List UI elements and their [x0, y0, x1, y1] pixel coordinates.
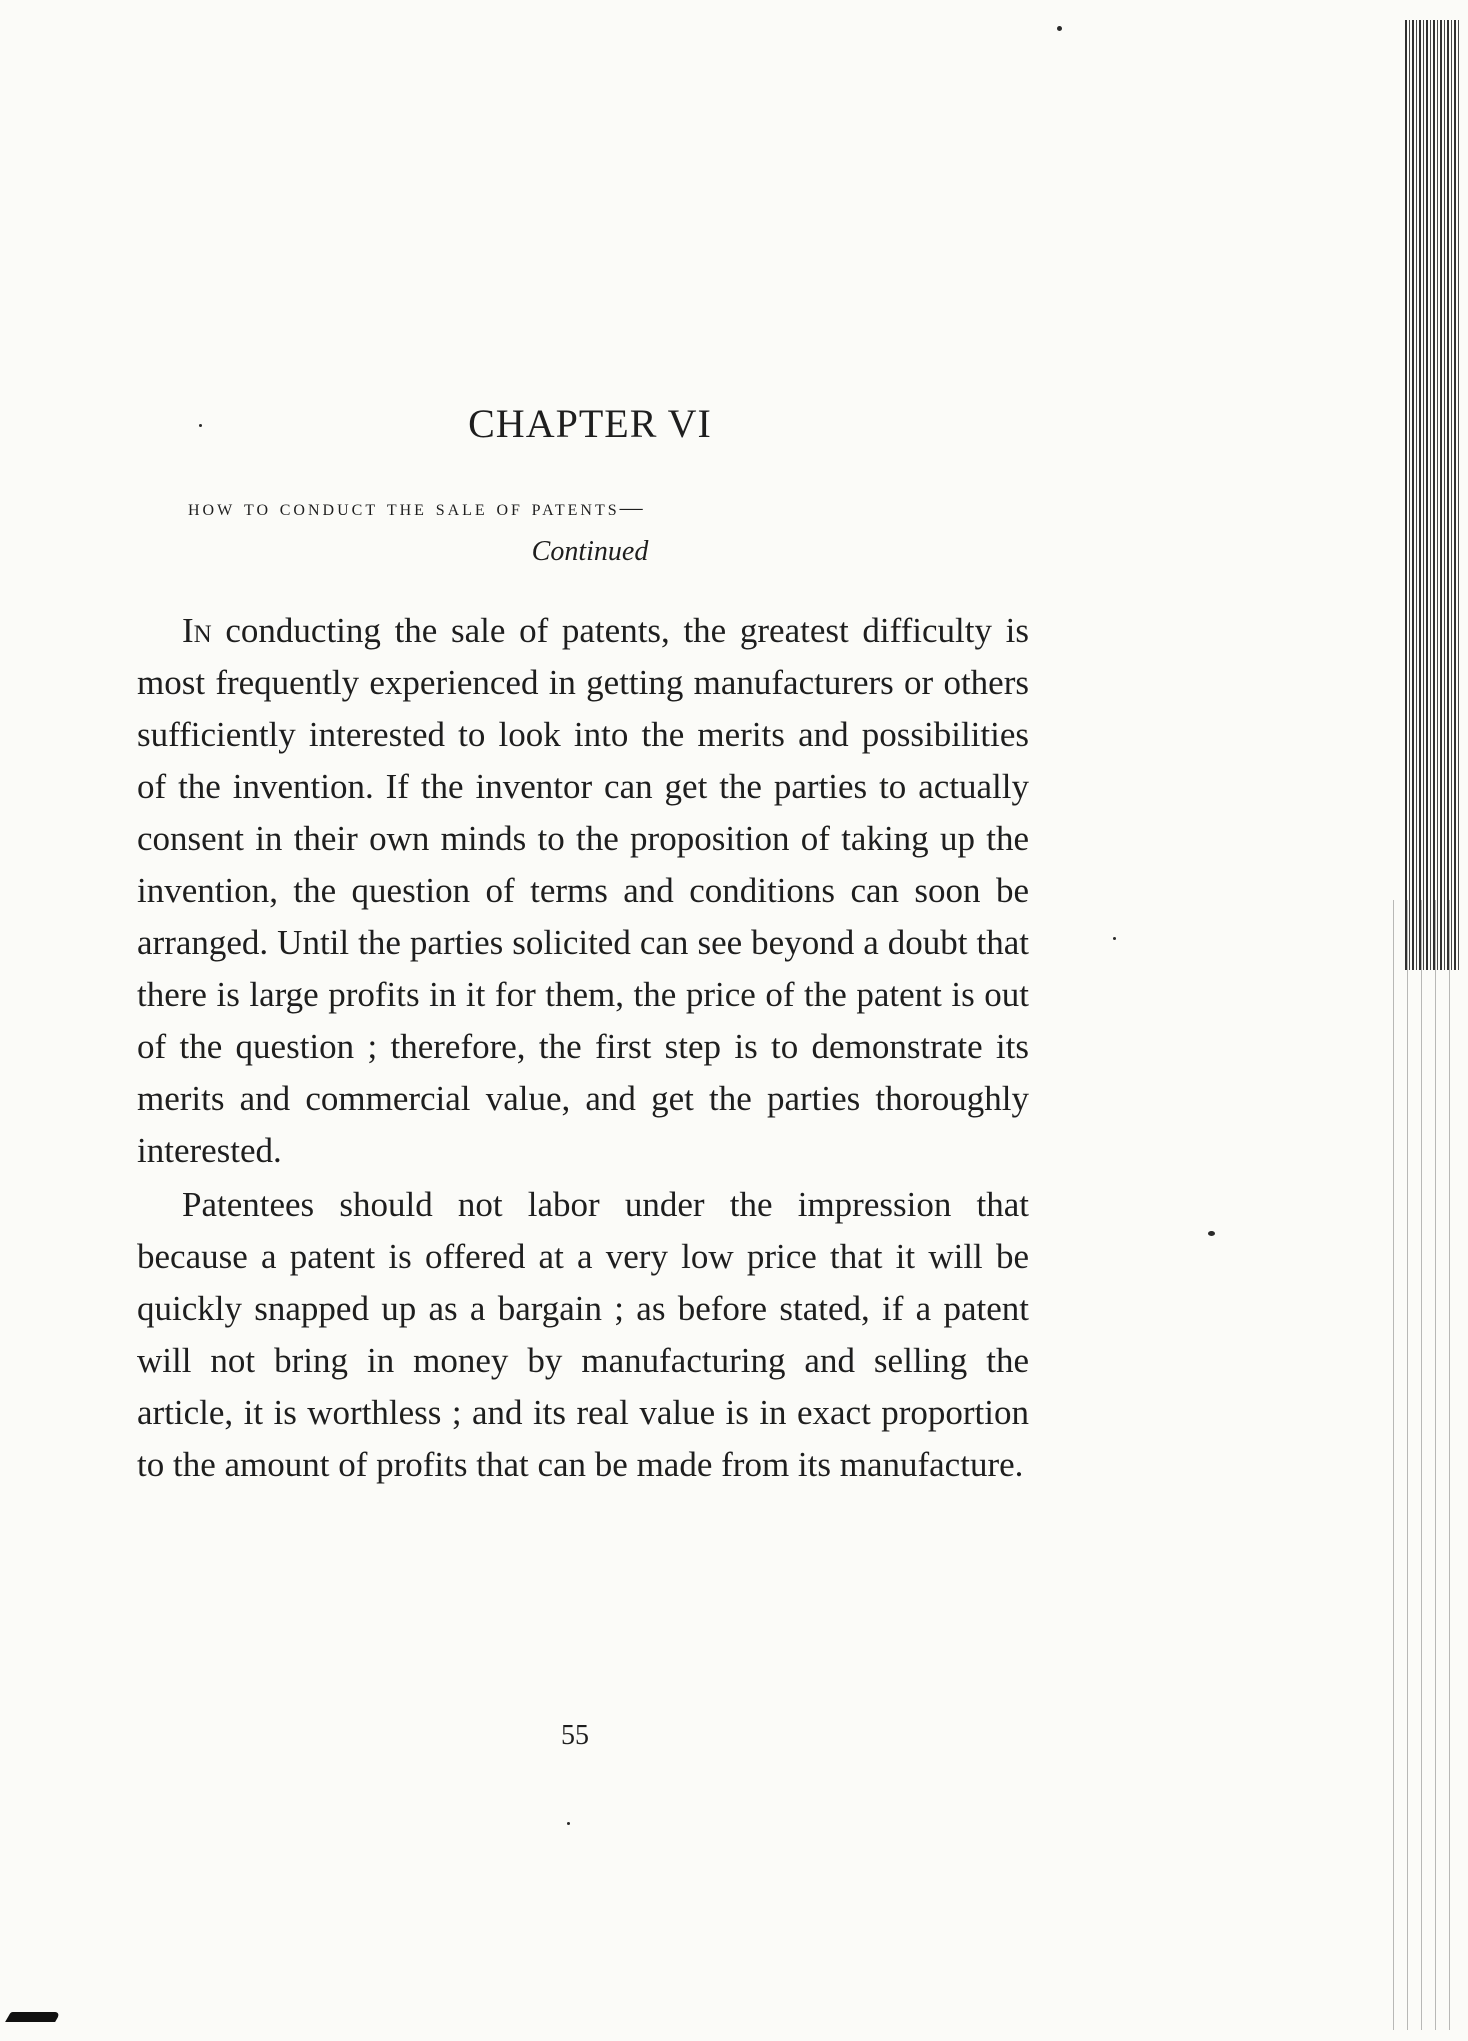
- body-text: [137, 605, 1029, 1491]
- corner-smudge: [5, 2012, 61, 2022]
- paragraph-2-text: Patentees should not labor under the impression that because a patent is offered at a very low price that it will be quickly snapped up as a bargain ; as before stated, if a patent will not bring in money by manufacturing and selling the article, it is worthless ; and its real value is in exact proportion to the amount of profits that can be made from its manufacture.: [137, 1185, 1029, 1484]
- scan-speck: [1208, 1231, 1215, 1236]
- chapter-continued-label: Continued: [531, 536, 649, 567]
- scan-speck: [1057, 26, 1062, 31]
- paragraph-1-text: conducting the sale of patents, the greatest difficulty is most frequently experienced in getting manufacturers or others sufficiently interested to look into the merits and possibilities of the invention. If the inventor can get the parties to actually consent in their own minds to the proposition of taking up the invention, the question of terms and conditions can soon be arranged. Until the parties solicited can see beyond a doubt that there is large profits in it for them, the price of the patent is out of the question ; therefore, the first step is to demonstrate its merits and commercial value, and get the parties thoroughly interested.: [137, 611, 1029, 1170]
- page-number: 55: [561, 1720, 589, 1751]
- binding-edge: [1405, 20, 1460, 970]
- chapter-title: CHAPTER VI: [468, 401, 712, 446]
- scan-speck: [1113, 937, 1116, 940]
- scan-speck: [567, 1822, 570, 1825]
- paragraph-2: [137, 1179, 1029, 1491]
- paragraph-1: [137, 605, 1029, 1177]
- paragraph-lead-word: In: [182, 611, 212, 650]
- chapter-subtitle: how to conduct the sale of patents—: [188, 495, 646, 520]
- binding-edge-shadow: [1385, 900, 1455, 2030]
